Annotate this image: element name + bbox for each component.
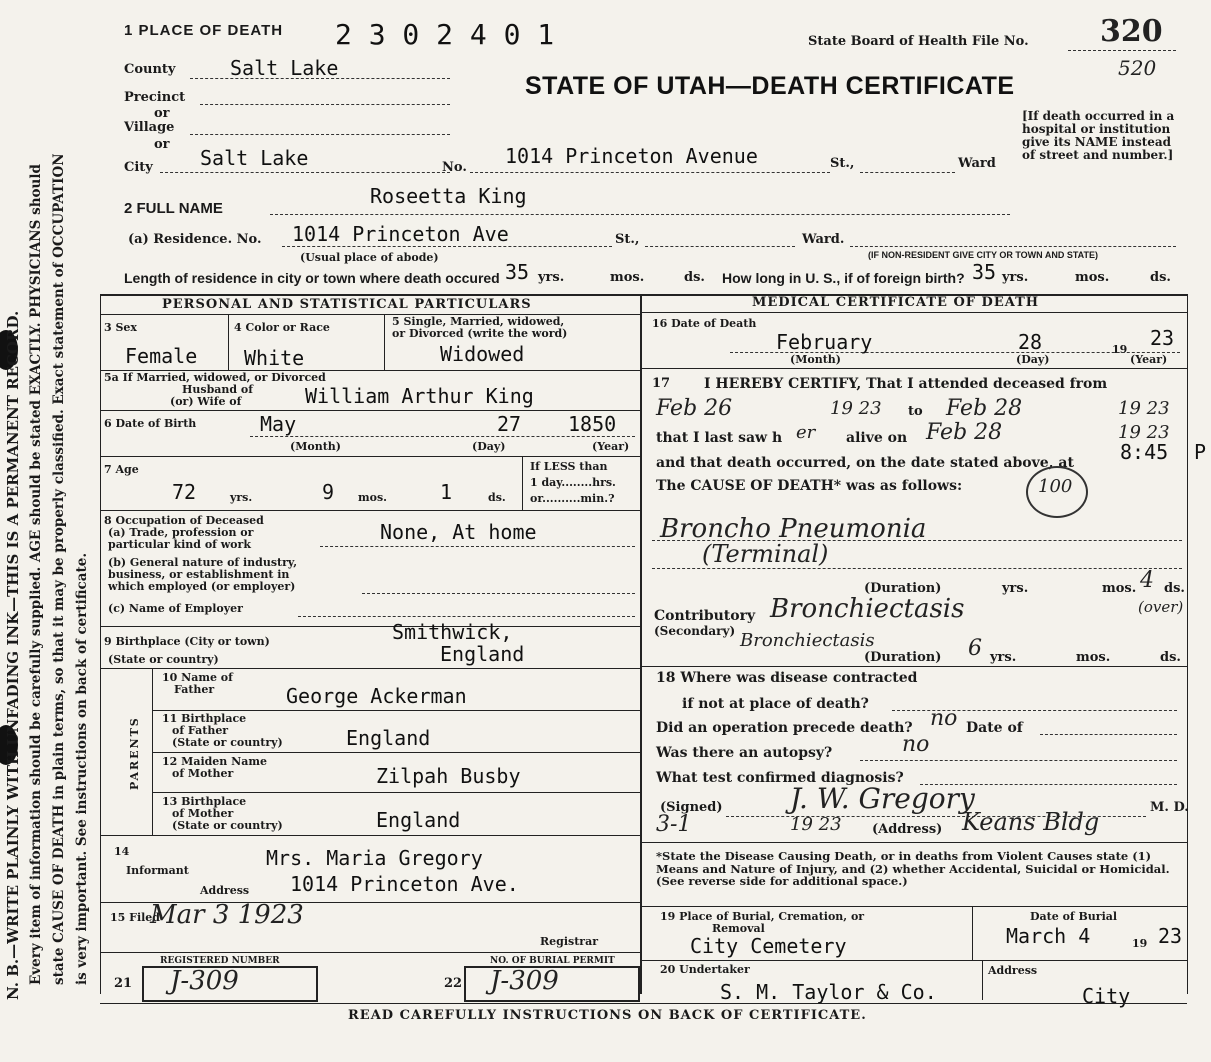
residence-st-label: St., [615,232,640,247]
birthplace-country: England [440,642,525,666]
md-label: M. D. [1150,800,1189,815]
city-label: City [124,160,153,175]
occupation-value: None, At home [380,520,537,544]
occupation-label-1: 8 Occupation of Deceased [104,514,264,527]
occupation-b-1: (b) General nature of industry, [108,556,298,569]
contributory-value: Bronchiectasis [770,594,965,624]
spouse-label-3: (or) Wife of [170,395,242,408]
death-time: 8:45 [1120,440,1169,464]
mother-label-2: of Mother [172,767,234,780]
signed-date: 3-1 [656,812,692,837]
last-saw-text: that I last saw h [656,430,783,446]
age-label: 7 Age [104,463,139,476]
undertaker-address-label: Address [988,964,1038,977]
or-label-1: or [154,106,170,121]
margin-note-2: Every item of information should be carefully supplied. AGE should be stated EXACTLY. PHYSICIANS should [28,164,44,985]
death-year-label: (Year) [1130,353,1168,366]
signature: J. W. Gregory [790,782,975,815]
burial-date: March 4 [1006,924,1091,948]
dob-year-label: (Year) [592,440,630,453]
contributory-label: Contributory [654,608,756,624]
cause-primary: Broncho Pneumonia [660,514,927,544]
secondary-value: Bronchiectasis [740,630,875,651]
cause-code: 100 [1038,476,1073,497]
us-ds-label: ds. [1150,270,1171,285]
us-mos-label: mos. [1075,270,1110,285]
duration-mos-label: mos. [1102,581,1137,596]
spouse-label-2: Husband of [182,383,253,396]
autopsy-question: Was there an autopsy? [656,745,833,761]
father-value: George Ackerman [286,684,467,708]
physician-address: Keans Bldg [962,808,1100,836]
father-birthplace-label-1: 11 Birthplace [162,712,247,725]
duration2-mos-label: mos. [1076,650,1111,665]
county-value: Salt Lake [230,56,339,80]
burial-place-label-2: Removal [712,922,765,935]
mother-value: Zilpah Busby [376,764,521,788]
duration-months: 4 [1140,568,1154,593]
less-label-2: 1 day........hrs. [530,476,616,489]
last-saw-her: er [796,422,816,443]
non-resident-note: (IF NON-RESIDENT GIVE CITY OR TOWN AND STATE) [868,250,1099,260]
length-mos-label: mos. [610,270,645,285]
over-note: (over) [1138,598,1184,616]
duration-yrs-label: yrs. [1002,581,1029,596]
length-residence-label: Length of residence in city or town where death occured [124,270,500,286]
age-days: 1 [440,480,453,504]
residence-value: 1014 Princeton Ave [292,222,509,246]
death-day-label: (Day) [1016,353,1050,366]
age-months: 9 [322,480,335,504]
secondary-label: (Secondary) [654,624,736,638]
personal-heading: PERSONAL AND STATISTICAL PARTICULARS [162,297,532,312]
death-day: 28 [1018,330,1043,354]
burial-century: 19 [1132,937,1148,950]
mother-birthplace: England [376,808,461,832]
operation-question: Did an operation precede death? [656,720,913,736]
informant-address-label: Address [200,884,250,897]
informant-number: 14 [114,845,130,858]
physician-address-label: (Address) [872,822,943,837]
age-years: 72 [172,480,197,504]
signed-year: 19 23 [790,814,842,835]
informant-value: Mrs. Maria Gregory [266,846,483,870]
occupation-label-2: (a) Trade, profession or [108,526,254,539]
mother-birthplace-label-2: of Mother [172,807,234,820]
attended-to: Feb 28 [946,396,1023,421]
operation-date-label: Date of [966,720,1023,736]
certificate-number: 2 3 0 2 4 0 1 [335,18,555,51]
attended-from: Feb 26 [656,396,733,421]
burial-permit-label: NO. OF BURIAL PERMIT [490,956,615,966]
footer-instructions: READ CAREFULLY INSTRUCTIONS ON BACK OF CERTIFICATE. [348,1008,867,1023]
length-yrs-label: yrs. [538,270,565,285]
birthplace-label-2: (State or country) [108,653,219,666]
death-century: 19 [1112,343,1128,356]
spouse-value: William Arthur King [305,384,534,408]
burial-date-label: Date of Burial [1030,910,1118,923]
duration-ds-label: ds. [1164,581,1185,596]
death-occurred-text: and that death occurred, on the date stated above, at [656,455,1074,471]
file-number-label: State Board of Health File No. [808,34,1029,49]
duration2-value: 6 [968,636,982,661]
no-label: No. [442,160,467,175]
us-residence-value: 35 [972,260,997,284]
to-label: to [908,404,923,419]
parents-label: PARENTS [128,716,141,790]
burial-permit-number: J-309 [490,966,559,996]
dob-day: 27 [497,412,522,436]
margin-note-3: state CAUSE OF DEATH in plain terms, so that it may be properly classified. Exact statement of OCCUPATION [51,153,67,985]
father-birthplace-label-2: of Father [172,724,229,737]
duration2-label: (Duration) [864,650,942,665]
dob-day-label: (Day) [472,440,506,453]
death-month: February [776,330,873,354]
certify-text: I HEREBY CERTIFY, That I attended deceased from [704,376,1108,392]
dob-month: May [260,412,297,436]
registered-number-num: 21 [114,976,133,991]
last-saw-year: 19 23 [1118,422,1170,443]
place-address: 1014 Princeton Avenue [505,144,758,168]
sex-value: Female [125,344,198,368]
residence-label: (a) Residence. No. [128,232,262,247]
age-yrs-label: yrs. [230,491,253,504]
place-of-death-label: 1 PLACE OF DEATH [124,22,284,39]
filed-label: 15 Filed [110,911,160,924]
file-number-alt: 520 [1118,56,1157,80]
death-year: 23 [1150,326,1175,350]
mother-birthplace-label-3: (State or country) [172,819,283,832]
residence-ward-label: Ward. [802,232,845,247]
burial-place: City Cemetery [690,934,847,958]
occupation-b-2: business, or establishment in [108,568,290,581]
death-month-label: (Month) [790,353,841,366]
informant-label: Informant [126,864,189,877]
ward-label: Ward [958,156,996,171]
length-residence-value: 35 [505,260,530,284]
color-label: 4 Color or Race [234,321,330,334]
autopsy-answer: no [902,732,930,757]
certificate-title: STATE OF UTAH—DEATH CERTIFICATE [525,72,1015,100]
village-label: Village [124,120,175,135]
father-birthplace-label-3: (State or country) [172,736,283,749]
less-label-1: If LESS than [530,460,608,473]
county-label: County [124,62,176,77]
margin-note-4: is very important. See instructions on back of certificate. [74,552,90,985]
marital-label-1: 5 Single, Married, widowed, [392,315,565,328]
file-number: 320 [1100,14,1163,49]
margin-note-1: N. B.—WRITE PLAINLY WITH UNFADING INK—THIS IS A PERMANENT RECORD. [4,310,22,1000]
age-ds-label: ds. [488,491,506,504]
less-label-3: or..........min.? [530,492,615,505]
duration-label: (Duration) [864,581,942,596]
us-yrs-label: yrs. [1002,270,1029,285]
attended-to-year: 19 23 [1118,398,1170,419]
city-value: Salt Lake [200,146,309,170]
birthplace-city: Smithwick, [392,620,513,644]
hospital-note: [If death occurred in a hospital or institution give its NAME instead of street and number.] [1022,109,1175,162]
mother-label-1: 12 Maiden Name [162,755,267,768]
full-name-label: 2 FULL NAME [124,200,223,217]
informant-address: 1014 Princeton Ave. [290,872,519,896]
sex-label: 3 Sex [104,321,137,334]
occupation-b-3: which employed (or employer) [108,580,296,593]
filed-value: Mar 3 1923 [150,900,304,930]
burial-year: 23 [1158,924,1183,948]
color-value: White [244,346,305,370]
death-date-label: 16 Date of Death [652,317,757,330]
duration2-yrs-label: yrs. [990,650,1017,665]
birthplace-label-1: 9 Birthplace (City or town) [104,635,270,648]
occupation-label-3: particular kind of work [108,538,251,551]
or-label-2: or [154,137,170,152]
death-time-suffix: P [1194,440,1207,464]
cause-terminal: (Terminal) [702,540,829,568]
duration2-ds-label: ds. [1160,650,1181,665]
length-ds-label: ds. [684,270,705,285]
father-birthplace: England [346,726,431,750]
alive-on-label: alive on [846,430,908,446]
cause-footnote: *State the Disease Causing Death, or in deaths from Violent Causes state (1) Means and Nature of Injury, and (2) whether Accidental, Suicidal or Homicidal. (See reverse side for additional space.) [656,849,1170,888]
burial-permit-num: 22 [444,976,463,991]
certify-number: 17 [652,376,671,391]
operation-answer: no [930,706,958,731]
marital-label-2: or Divorced (write the word) [392,327,568,340]
registrar-label: Registrar [540,935,599,948]
undertaker-label: 20 Undertaker [660,963,750,976]
last-saw-date: Feb 28 [926,420,1003,445]
signed-label: (Signed) [660,800,723,815]
registered-number: J-309 [170,966,239,996]
marital-value: Widowed [440,342,525,366]
medical-heading: MEDICAL CERTIFICATE OF DEATH [752,295,1040,310]
us-residence-label: How long in U. S., if of foreign birth? [722,270,965,286]
contracted-question: 18 Where was disease contracted [656,670,918,686]
undertaker-address: City [1082,984,1131,1008]
undertaker-value: S. M. Taylor & Co. [720,980,937,1004]
precinct-label: Precinct [124,90,186,105]
spouse-label-1: 5a If Married, widowed, or Divorced [104,371,326,384]
cause-label: The CAUSE OF DEATH* was as follows: [656,478,963,494]
employer-label: (c) Name of Employer [108,602,243,615]
usual-abode-label: (Usual place of abode) [300,251,439,264]
registered-number-label: REGISTERED NUMBER [160,956,280,966]
age-mos-label: mos. [358,491,387,504]
burial-place-label-1: 19 Place of Burial, Cremation, or [660,910,865,923]
dob-year: 1850 [568,412,617,436]
st-label: St., [830,156,855,171]
father-label-1: 10 Name of [162,671,233,684]
dob-month-label: (Month) [290,440,341,453]
contracted-question-b: if not at place of death? [682,696,869,712]
dob-label: 6 Date of Birth [104,417,197,430]
attended-from-year: 19 23 [830,398,882,419]
test-question: What test confirmed diagnosis? [656,770,904,786]
father-label-2: Father [174,683,215,696]
mother-birthplace-label-1: 13 Birthplace [162,795,247,808]
full-name-value: Roseetta King [370,184,527,208]
